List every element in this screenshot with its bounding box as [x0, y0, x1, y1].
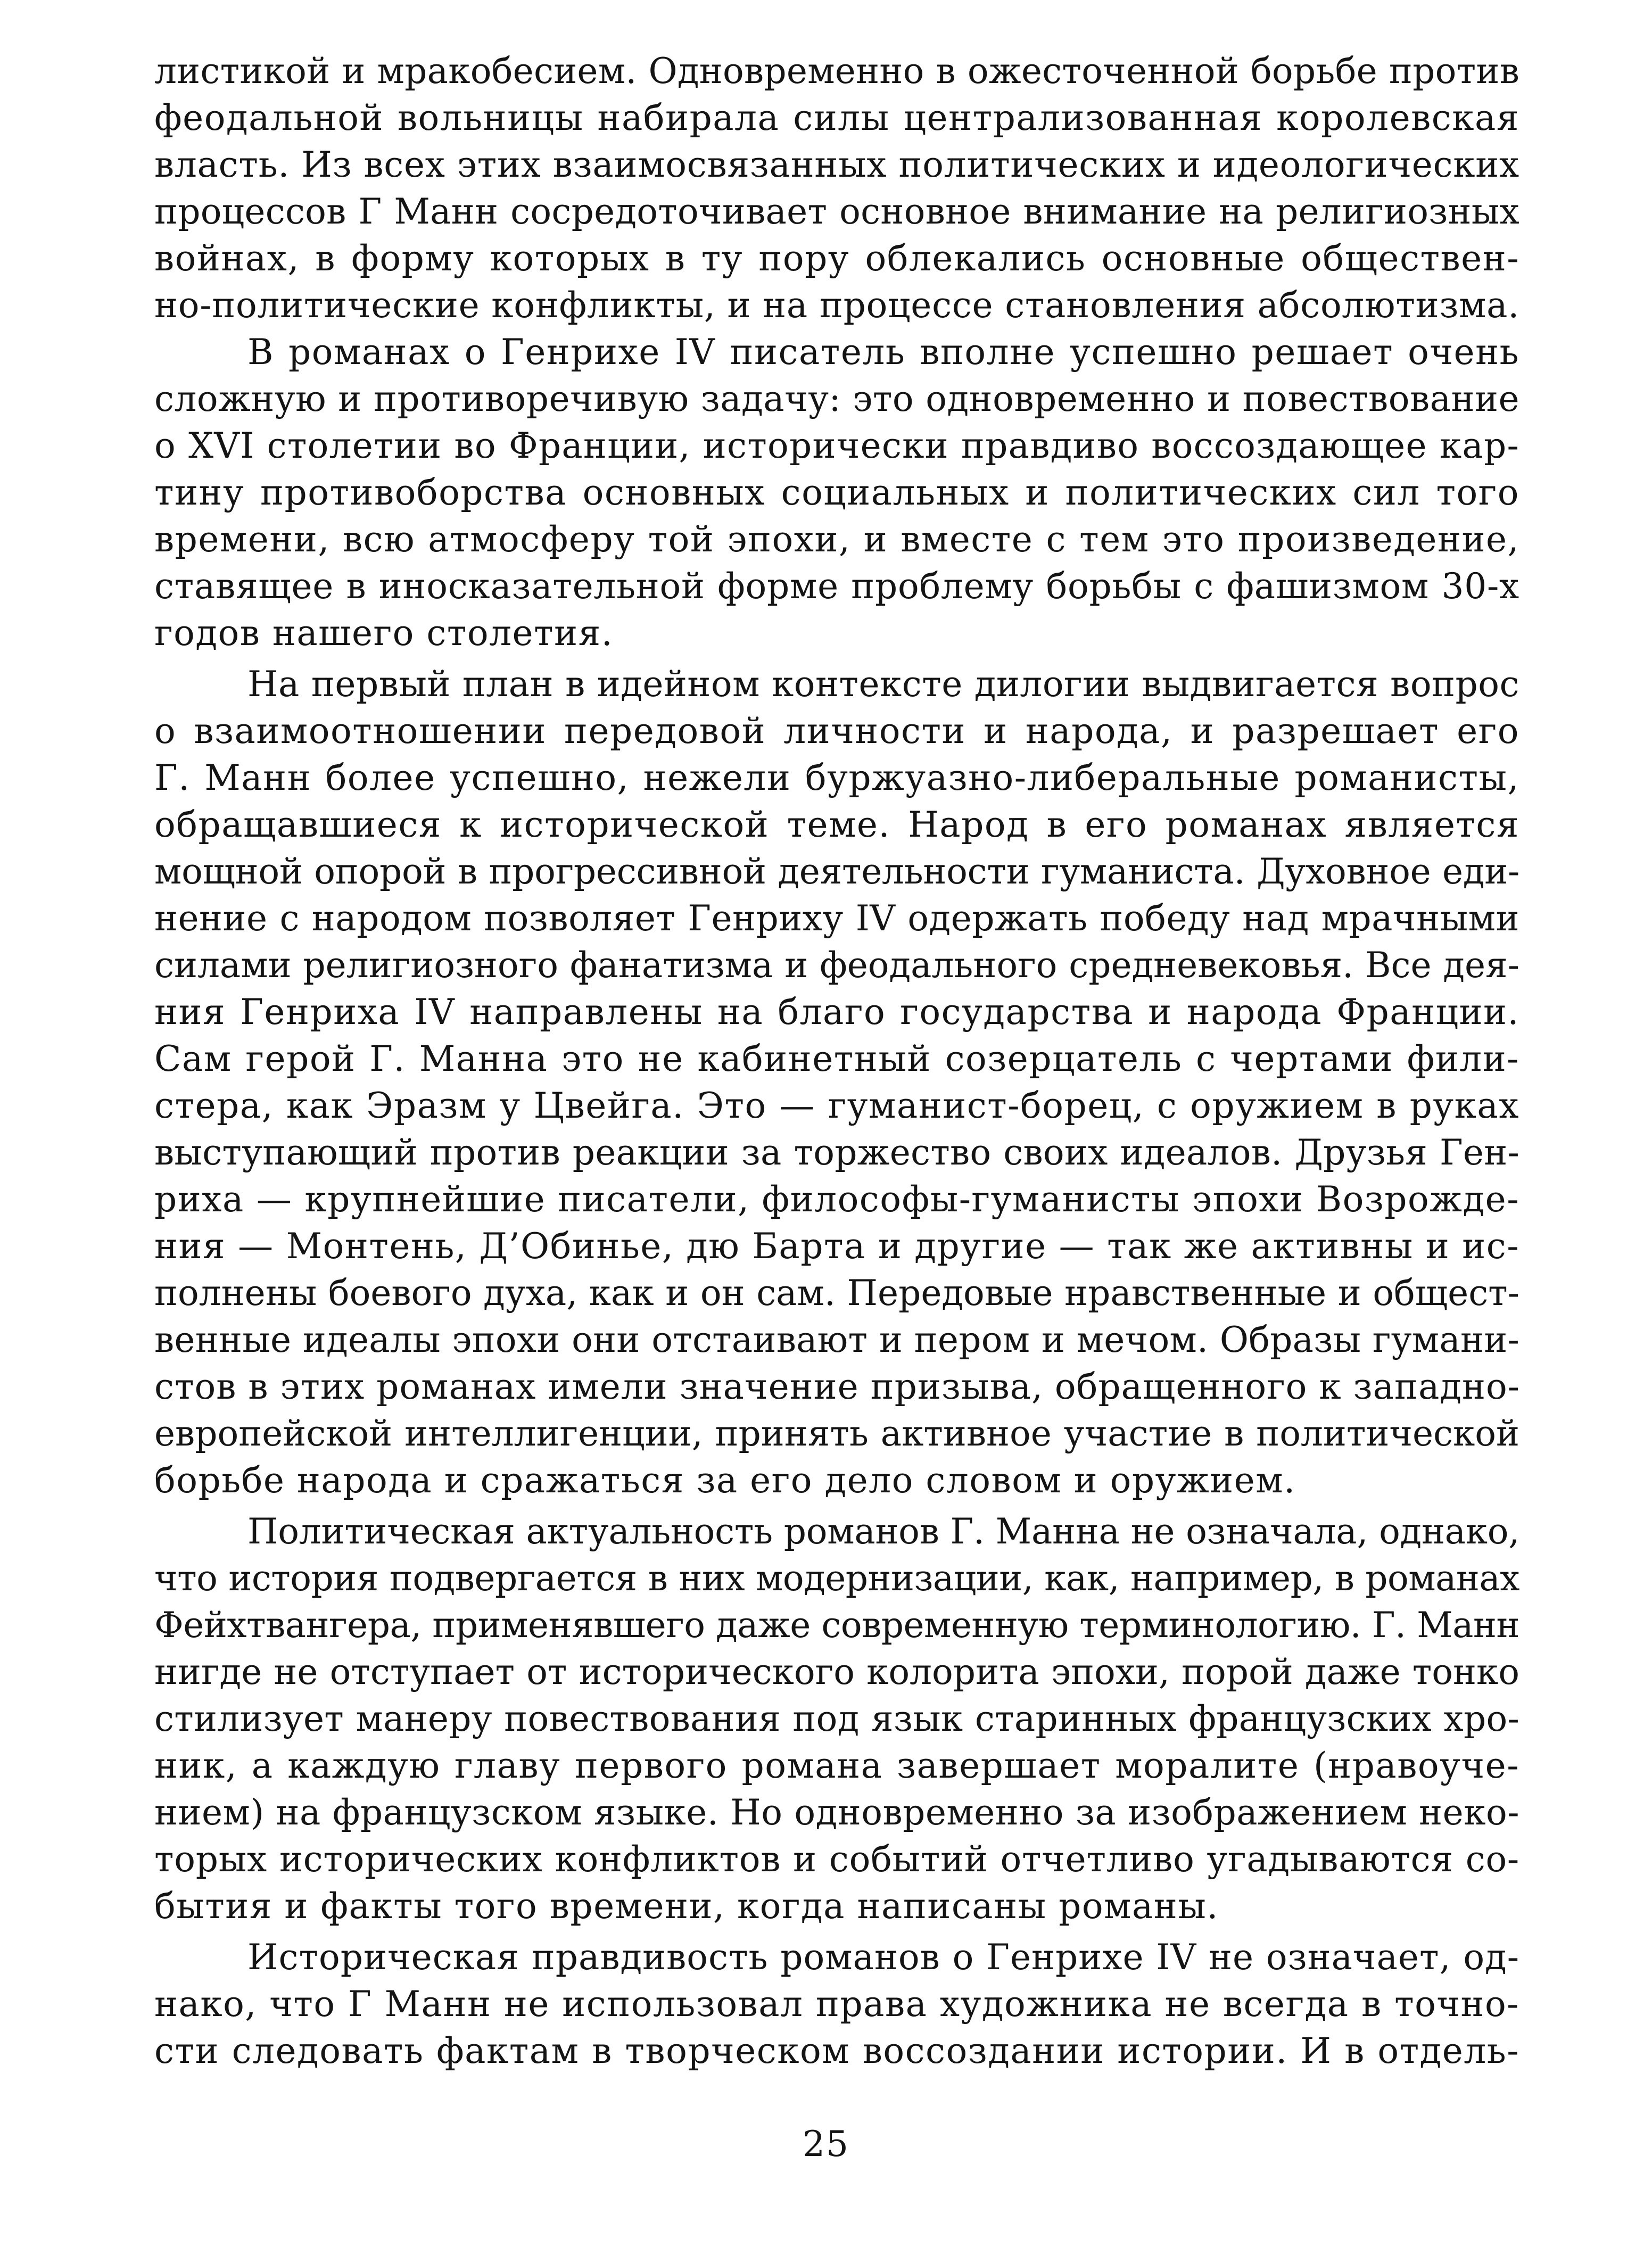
text-line: ник, а каждую главу первого романа завершает моралите (нравоуче- [154, 1745, 1519, 1786]
text-line: ставящее в иносказательной форме проблему борьбы с фашизмом 30-х [154, 566, 1519, 607]
text-line: Сам герой Г. Манна это не кабинетный созерцатель с чертами фили- [154, 1038, 1519, 1079]
text-line: тину противоборства основных социальных и политических сил того [154, 472, 1519, 513]
text-line: времени, всю атмосферу той эпохи, и вместе с тем это произведение, [154, 519, 1519, 560]
text-line: обращавшиеся к исторической теме. Народ в его романах является [154, 804, 1519, 845]
text-line: нение с народом позволяет Генриху IV одержать победу над мрачными [154, 898, 1519, 939]
text-line: годов нашего столетия. [154, 613, 614, 654]
text-line: ния — Монтень, Д’Обинье, дю Барта и другие — так же активны и ис- [154, 1226, 1519, 1267]
text-line: европейской интеллигенции, принять активное участие в политической [154, 1413, 1519, 1454]
text-line: о XVI столетии во Франции, исторически правдиво воссоздающее кар- [154, 425, 1519, 466]
text-line: листикой и мракобесием. Одновременно в ожесточенной борьбе против [154, 51, 1519, 92]
paragraph [154, 1934, 1519, 2075]
text-line: риха — крупнейшие писатели, философы-гуманисты эпохи Возрожде- [154, 1179, 1519, 1220]
text-line: стов в этих романах имели значение призыва, обращенного к западно- [154, 1366, 1520, 1407]
text-line: процессов Г Манн сосредоточивает основное внимание на религиозных [154, 191, 1519, 232]
text-line: нако, что Г Манн не использовал права художника не всегда в точно- [154, 1984, 1519, 2025]
text-line: сложную и противоречивую задачу: это одновременно и повествование [154, 378, 1519, 419]
page-number: 25 [803, 2124, 849, 2165]
text-line: силами религиозного фанатизма и феодального средневековья. Все дея- [154, 945, 1519, 986]
text-line: нигде не отступает от исторического колорита эпохи, порой даже тонко [154, 1651, 1519, 1692]
text-line: феодальной вольницы набирала силы централизованная королевская [154, 97, 1519, 138]
text-line: о взаимоотношении передовой личности и народа, и разрешает его [154, 711, 1519, 751]
paragraph [154, 661, 1519, 1504]
text-line: стилизует манеру повествования под язык старинных французских хро- [154, 1698, 1519, 1739]
paragraph [154, 329, 1519, 657]
text-line: выступающий против реакции за торжество своих идеалов. Друзья Ген- [154, 1132, 1519, 1173]
text-line: венные идеалы эпохи они отстаивают и пером и мечом. Образы гумани- [154, 1319, 1519, 1360]
text-line: ния Генриха IV направлены на благо государства и народа Франции. [154, 992, 1519, 1033]
text-line: полнены боевого духа, как и он сам. Передовые нравственные и общест- [154, 1273, 1519, 1314]
text-line: Г. Манн более успешно, нежели буржуазно-либеральные романисты, [154, 757, 1519, 798]
body-text [154, 48, 1519, 2075]
paragraph [154, 1508, 1519, 1930]
text-line: нием) на французском языке. Но одновременно за изображением неко- [154, 1792, 1519, 1833]
text-line: Историческая правдивость романов о Генрихе IV не означает, од- [247, 1937, 1519, 1978]
text-line: Политическая актуальность романов Г. Манна не означала, однако, [247, 1511, 1519, 1552]
text-line: власть. Из всех этих взаимосвязанных политических и идеологических [154, 144, 1519, 185]
text-line: борьбе народа и сражаться за его дело словом и оружием. [154, 1460, 1296, 1501]
text-line: В романах о Генрихе IV писатель вполне успешно решает очень [247, 332, 1519, 373]
text-line: что история подвергается в них модернизации, как, например, в романах [154, 1558, 1519, 1599]
text-line: торых исторических конфликтов и событий отчетливо угадываются со- [154, 1839, 1519, 1880]
text-line: сти следовать фактам в творческом воссоздании истории. И в отдель- [154, 2030, 1519, 2071]
text-line: войнах, в форму которых в ту пору облекались основные обществен- [154, 238, 1519, 279]
text-line: бытия и факты того времени, когда написаны романы. [154, 1886, 1219, 1927]
text-line: На первый план в идейном контексте дилогии выдвигается вопрос [247, 664, 1519, 705]
paragraph [154, 48, 1519, 329]
text-line: мощной опорой в прогрессивной деятельности гуманиста. Духовное еди- [154, 851, 1519, 892]
text-line: но-политические конфликты, и на процессе становления абсолютизма. [154, 285, 1519, 326]
text-line: Фейхтвангера, применявшего даже современную терминологию. Г. Манн [154, 1605, 1519, 1646]
text-line: стера, как Эразм у Цвейга. Это — гуманист-борец, с оружием в руках [154, 1085, 1519, 1126]
